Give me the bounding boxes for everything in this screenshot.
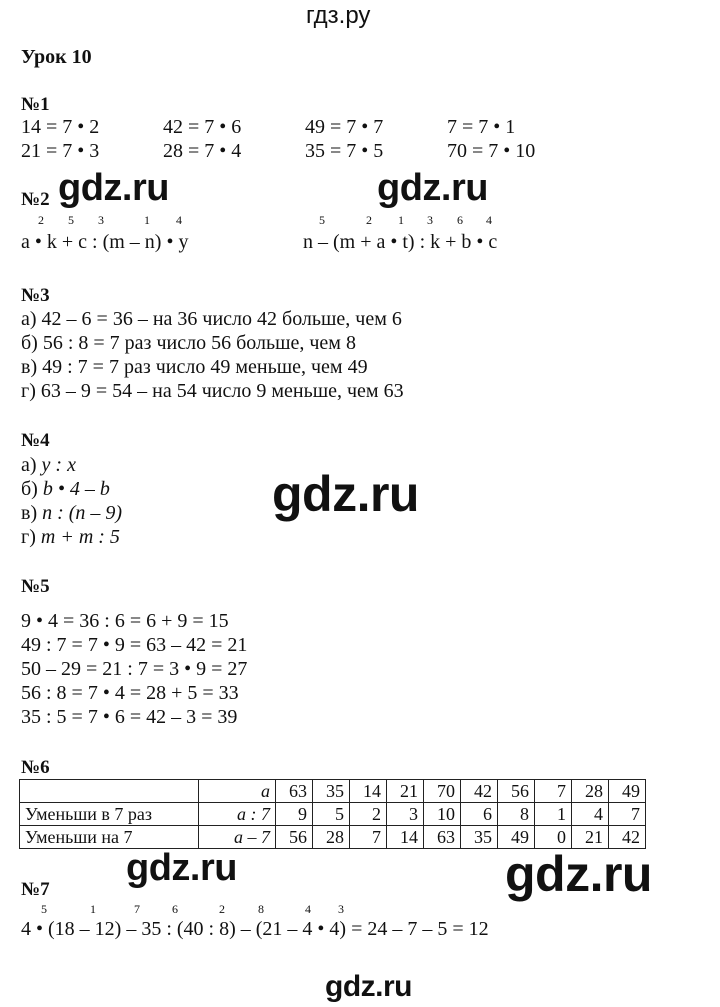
order-number: 5	[68, 213, 74, 227]
task-4-item: в) n : (n – 9)	[21, 502, 123, 524]
order-number: 2	[38, 213, 44, 227]
task-2-expression: a • k + c : (m – n) • y	[21, 231, 189, 253]
table-cell: a : 7	[199, 803, 276, 826]
table-cell: 21	[387, 780, 424, 803]
task-5-line: 49 : 7 = 7 • 9 = 63 – 42 = 21	[21, 634, 248, 656]
table-cell: 14	[387, 826, 424, 849]
task-4-heading: №4	[21, 430, 50, 451]
order-number: 6	[172, 902, 178, 916]
table-cell: 28	[313, 826, 350, 849]
task-2-expression: n – (m + a • t) : k + b • c	[303, 231, 498, 253]
order-number: 8	[258, 902, 264, 916]
table-cell: 7	[350, 826, 387, 849]
task-7-heading: №7	[21, 879, 50, 900]
watermark: gdz.ru	[325, 970, 412, 1003]
table-cell: 42	[609, 826, 646, 849]
task-3-line: в) 49 : 7 = 7 раз число 49 меньше, чем 49	[21, 356, 368, 378]
table-cell: 70	[424, 780, 461, 803]
task-3-line: г) 63 – 9 = 54 – на 54 число 9 меньше, чем 63	[21, 380, 404, 402]
task-5-line: 50 – 29 = 21 : 7 = 3 • 9 = 27	[21, 658, 248, 680]
order-number: 2	[366, 213, 372, 227]
order-number: 4	[486, 213, 492, 227]
order-number: 2	[219, 902, 225, 916]
task-5-heading: №5	[21, 576, 50, 597]
table-cell: a	[199, 780, 276, 803]
watermark: gdz.ru	[377, 167, 488, 209]
watermark: gdz.ru	[272, 466, 419, 522]
table-cell: 0	[535, 826, 572, 849]
order-number: 5	[319, 213, 325, 227]
task-4-item: г) m + m : 5	[21, 526, 120, 548]
table-cell: a – 7	[199, 826, 276, 849]
order-number: 5	[41, 902, 47, 916]
table-cell: 7	[535, 780, 572, 803]
table-cell: 49	[498, 826, 535, 849]
task-5-line: 9 • 4 = 36 : 6 = 6 + 9 = 15	[21, 610, 229, 632]
task-5-line: 35 : 5 = 7 • 6 = 42 – 3 = 39	[21, 706, 238, 728]
table-cell: 4	[572, 803, 609, 826]
task-1-eq: 21 = 7 • 3	[21, 140, 100, 162]
task-1-eq: 7 = 7 • 1	[447, 116, 516, 138]
table-cell: 63	[424, 826, 461, 849]
watermark: gdz.ru	[58, 167, 169, 209]
task-1-eq: 35 = 7 • 5	[305, 140, 384, 162]
task-1-heading: №1	[21, 94, 50, 115]
table-row	[20, 803, 646, 826]
task-6-table	[19, 779, 646, 849]
site-title: гдз.ру	[306, 2, 371, 29]
order-number: 4	[176, 213, 182, 227]
task-7-expression: 4 • (18 – 12) – 35 : (40 : 8) – (21 – 4 • 4) = 24 – 7 – 5 = 12	[21, 918, 489, 940]
lesson-title: Урок 10	[21, 46, 92, 68]
task-5-line: 56 : 8 = 7 • 4 = 28 + 5 = 33	[21, 682, 239, 704]
table-cell: 42	[461, 780, 498, 803]
table-cell: 21	[572, 826, 609, 849]
table-cell: 7	[609, 803, 646, 826]
table-row	[20, 780, 646, 803]
table-cell: 14	[350, 780, 387, 803]
order-number: 1	[90, 902, 96, 916]
table-cell	[20, 780, 199, 803]
table-cell: 8	[498, 803, 535, 826]
task-1-eq: 70 = 7 • 10	[447, 140, 536, 162]
table-cell: Уменьши в 7 раз	[20, 803, 199, 826]
order-number: 7	[134, 902, 140, 916]
table-cell: 10	[424, 803, 461, 826]
task-4-item: а) y : x	[21, 454, 76, 476]
table-cell: 2	[350, 803, 387, 826]
table-cell: 3	[387, 803, 424, 826]
order-number: 3	[98, 213, 104, 227]
task-3-line: б) 56 : 8 = 7 раз число 56 больше, чем 8	[21, 332, 356, 354]
table-cell: 35	[313, 780, 350, 803]
order-number: 1	[144, 213, 150, 227]
table-cell: 28	[572, 780, 609, 803]
table-cell: 6	[461, 803, 498, 826]
task-1-eq: 14 = 7 • 2	[21, 116, 100, 138]
task-2-heading: №2	[21, 189, 50, 210]
task-4-item: б) b • 4 – b	[21, 478, 110, 500]
table-cell: 56	[498, 780, 535, 803]
table-cell: 49	[609, 780, 646, 803]
order-number: 3	[427, 213, 433, 227]
table-cell: Уменьши на 7	[20, 826, 199, 849]
order-number: 1	[398, 213, 404, 227]
task-1-eq: 49 = 7 • 7	[305, 116, 384, 138]
table-cell: 5	[313, 803, 350, 826]
watermark: gdz.ru	[126, 847, 237, 889]
task-6-heading: №6	[21, 757, 50, 778]
order-number: 6	[457, 213, 463, 227]
order-number: 3	[338, 902, 344, 916]
order-number: 4	[305, 902, 311, 916]
table-cell: 63	[276, 780, 313, 803]
watermark: gdz.ru	[505, 846, 652, 902]
table-cell: 56	[276, 826, 313, 849]
task-1-eq: 28 = 7 • 4	[163, 140, 242, 162]
table-cell: 1	[535, 803, 572, 826]
task-3-line: а) 42 – 6 = 36 – на 36 число 42 больше, чем 6	[21, 308, 402, 330]
task-1-eq: 42 = 7 • 6	[163, 116, 242, 138]
task-3-heading: №3	[21, 285, 50, 306]
table-cell: 9	[276, 803, 313, 826]
table-cell: 35	[461, 826, 498, 849]
